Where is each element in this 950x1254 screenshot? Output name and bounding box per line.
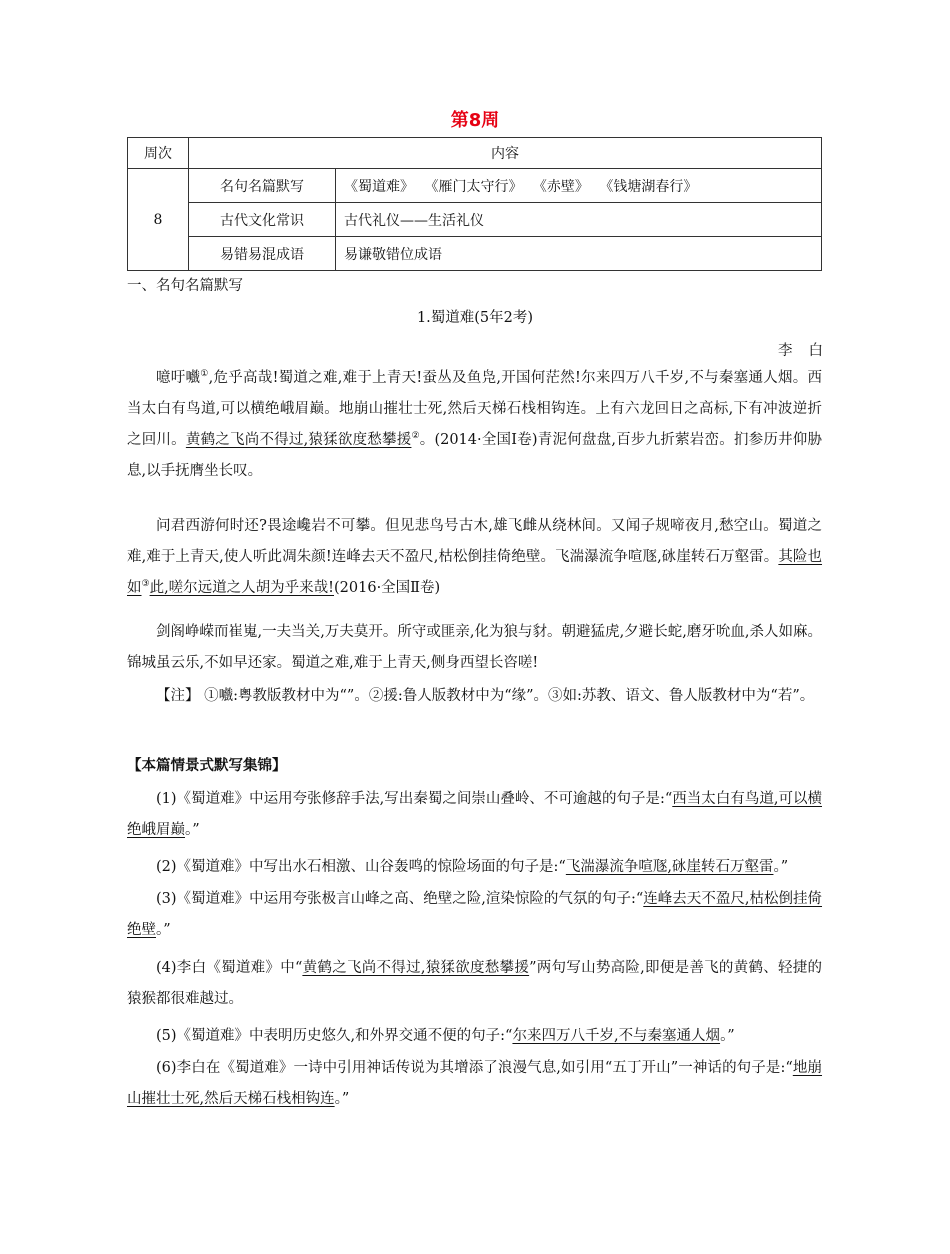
section-heading: 一、名句名篇默写 xyxy=(127,278,243,294)
answer-text: 枯松倒挂倚绝壁 xyxy=(127,891,823,938)
answer-separator: , xyxy=(744,891,750,907)
footnote-mark: ② xyxy=(411,431,420,442)
answer-text: 黄鹤之飞尚不得过 xyxy=(302,960,421,976)
answer-text: 不与秦塞通人烟 xyxy=(618,1028,721,1044)
collection-heading: 【本篇情景式默写集锦】 xyxy=(127,757,287,774)
question-6 xyxy=(127,1053,822,1115)
poem-note: 【注】 ①嚱:粤教版教材中为“”。②援:鲁人版教材中为“缘”。③如:苏教、语文、鲁人版教材中为“若”。 xyxy=(156,688,815,704)
answer-text: 砯崖转石万壑雷 xyxy=(671,859,774,875)
question-text: 。” xyxy=(334,1091,350,1107)
answer-text: 连峰去天不盈尺 xyxy=(643,891,745,907)
answer-text: 西当太白有鸟道 xyxy=(672,791,774,807)
underlined-text: 其险也如 xyxy=(127,549,823,596)
row-category: 名句名篇默写 xyxy=(189,169,336,203)
table-header-row xyxy=(128,138,822,169)
row-content: 古代礼仪——生活礼仪 xyxy=(336,203,822,237)
text-span: 问君西游何时还?畏途巉岩不可攀。但见悲鸟号古木,雄飞雌从绕林间。又闻子规啼夜月,愁空山。蜀道之难,难于上青天,使人听此凋朱颜!连峰去天不盈尺,枯松倒挂倚绝壁。飞湍瀑流争喧豗,砯崖转石万壑雷。 xyxy=(127,518,822,565)
row-category: 易错易混成语 xyxy=(189,237,336,271)
question-text: 。” xyxy=(156,922,171,938)
poem-author: 李白 xyxy=(778,343,839,359)
answer-separator: , xyxy=(773,791,779,807)
answer-separator: , xyxy=(613,1028,619,1044)
schedule-table xyxy=(127,137,822,271)
row-content: 易谦敬错位成语 xyxy=(336,237,822,271)
poem-paragraph-2 xyxy=(127,511,822,604)
question-5 xyxy=(127,1021,822,1052)
footnote-mark: ③ xyxy=(141,579,150,590)
row-category: 古代文化常识 xyxy=(189,203,336,237)
table-row xyxy=(128,237,822,271)
footnote-mark: ① xyxy=(200,369,209,380)
answer-text: 尔来四万八千岁 xyxy=(512,1028,614,1044)
question-2 xyxy=(127,852,822,883)
week-number: 8 xyxy=(128,169,189,271)
question-text: (3)《蜀道难》中运用夸张极言山峰之高、绝壁之险,渲染惊险的气氛的句子:“ xyxy=(156,891,644,907)
text-span: ,危乎高哉!蜀道之难,难于上青天!蚕丛及鱼凫,开国何茫然!尔来四万八千岁,不与秦塞通人烟。西当太白有鸟道,可以横绝峨眉巅。地崩山摧壮士死,然后天梯石栈相钩连。上有六龙回日之高标,下有冲波逆折之回川。 xyxy=(127,370,822,448)
table-row xyxy=(128,169,822,203)
answer-separator: , xyxy=(420,960,426,976)
question-4 xyxy=(127,953,822,1015)
answer-text: 然后天梯石栈相钩连 xyxy=(204,1091,335,1107)
answer-text: 猿猱欲度愁攀援 xyxy=(425,960,530,976)
question-text: 。” xyxy=(185,822,200,838)
text-span: 。(2014·全国Ⅰ卷)青泥何盘盘,百步九折萦岩峦。扪参历井仰胁息,以手抚膺坐长叹。 xyxy=(127,432,823,479)
question-text: ”两句写山势高险,即便是善飞的黄鹤、轻捷的猿猴都很难越过。 xyxy=(127,960,823,1007)
row-content: 《蜀道难》 《雁门太守行》 《赤壁》 《钱塘湖春行》 xyxy=(336,169,822,203)
header-week: 周次 xyxy=(128,138,189,169)
question-text: (1)《蜀道难》中运用夸张修辞手法,写出秦蜀之间崇山叠岭、不可逾越的句子是:“ xyxy=(156,791,673,807)
question-text: (2)《蜀道难》中写出水石相激、山谷轰鸣的惊险场面的句子是:“ xyxy=(156,859,566,875)
poem-paragraph-3: 剑阁峥嵘而崔嵬,一夫当关,万夫莫开。所守或匪亲,化为狼与豺。朝避猛虎,夕避长蛇,磨牙吮血,杀人如麻。锦城虽云乐,不如早还家。蜀道之难,难于上青天,侧身西望长咨嗟! xyxy=(127,624,822,671)
question-3 xyxy=(127,884,822,946)
text-span: 噫吁嚱 xyxy=(156,370,201,386)
text-span: (2016·全国Ⅱ卷) xyxy=(334,580,441,596)
answer-separator: , xyxy=(667,859,672,875)
answer-separator: , xyxy=(199,1091,205,1107)
page-title: 第8周 xyxy=(450,110,500,131)
poem-title: 1.蜀道难(5年2考) xyxy=(416,310,534,326)
poem-paragraph-1 xyxy=(127,363,822,487)
question-text: (6)李白在《蜀道难》一诗中引用神话传说为其增添了浪漫气息,如引用“五丁开山”一神话的句子是:“ xyxy=(156,1060,793,1076)
underlined-text: 此,嗟尔远道之人胡为乎来哉! xyxy=(149,580,335,596)
question-text: (5)《蜀道难》中表明历史悠久,和外界交通不便的句子:“ xyxy=(156,1028,513,1044)
question-text: 。” xyxy=(773,859,789,875)
header-content: 内容 xyxy=(189,138,822,169)
answer-text: 可以横绝峨眉巅 xyxy=(127,791,822,838)
answer-text: 飞湍瀑流争喧豗 xyxy=(565,859,668,875)
underlined-text: 黄鹤之飞尚不得过,猿猱欲度愁攀援 xyxy=(185,432,412,448)
question-text: (4)李白《蜀道难》中“ xyxy=(156,960,303,976)
table-row xyxy=(128,203,822,237)
question-1 xyxy=(127,784,822,846)
question-text: 。” xyxy=(720,1028,735,1044)
answer-text: 地崩山摧壮士死 xyxy=(127,1060,823,1107)
